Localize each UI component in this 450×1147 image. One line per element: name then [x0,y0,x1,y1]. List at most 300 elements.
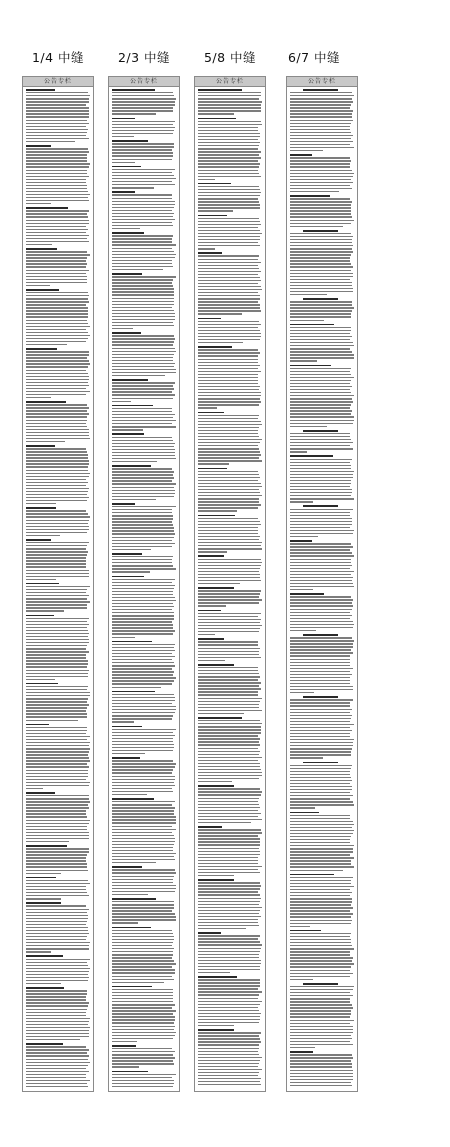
text-line [26,592,86,593]
text-line [26,257,87,258]
text-line [198,951,260,952]
text-line [112,204,175,205]
text-line [198,104,261,105]
text-line [198,631,259,632]
text-line [112,533,175,534]
text-line [198,486,262,487]
text-line [198,218,259,219]
text-line [290,668,353,669]
text-line [198,1063,259,1064]
text-line [198,798,259,799]
text-line [290,973,353,974]
text-line [290,751,351,752]
text-line [290,474,353,475]
text-line [198,195,260,196]
text-line [26,1071,89,1072]
text-line [198,383,258,384]
text-line [198,835,258,836]
text-line [198,392,261,393]
text-line [112,579,175,580]
text-line [290,236,353,237]
text-line [112,1071,148,1073]
text-line [290,1066,352,1067]
text-line [290,442,353,443]
text-line [26,407,89,408]
text-line [290,692,314,693]
text-line [198,483,261,484]
text-line [112,606,174,607]
text-line [112,847,173,848]
text-line [26,736,90,737]
text-line [290,521,352,522]
text-line [26,148,88,149]
text-line [290,395,354,396]
text-line [26,695,90,696]
text-line [290,848,353,849]
text-line [198,259,258,260]
text-line [112,452,175,453]
text-line [290,509,353,510]
text-line [26,877,56,879]
text-line [198,439,262,440]
text-line [26,129,88,130]
text-line [290,866,354,867]
text-line [112,1038,173,1039]
text-line [26,507,56,509]
text-line [26,304,86,305]
text-line [26,194,90,195]
text-line [290,245,353,246]
text-line [112,680,174,681]
text-line [198,324,261,325]
text-line [198,495,262,496]
text-line [198,474,259,475]
text-line [26,479,86,480]
text-line [290,677,350,678]
text-line [290,845,354,846]
text-line [112,763,176,764]
text-line [198,748,258,749]
text-line [198,844,260,845]
text-line [112,1019,175,1020]
text-line [26,679,55,680]
text-line [290,686,353,687]
text-line [26,889,86,890]
text-line [198,957,259,958]
text-line [112,307,172,308]
text-line [198,891,258,892]
text-line [112,822,176,823]
text-line [112,1060,173,1061]
text-line [290,1032,353,1033]
text-line [290,1004,352,1005]
text-line [290,559,351,560]
text-line [290,135,353,136]
text-line [198,660,225,661]
text-line [198,339,260,340]
dense-text-block [26,89,90,1088]
text-line [112,468,172,469]
text-line [290,916,351,917]
text-line [112,235,173,236]
text-line [112,1048,172,1049]
text-line [198,625,262,626]
text-line [26,560,86,561]
text-line [26,329,86,330]
text-line [112,750,173,751]
text-line [290,533,353,534]
text-line [26,260,86,261]
text-line [198,654,259,655]
text-line [290,116,352,117]
text-line [290,223,351,224]
text-line [303,696,338,698]
text-line [198,785,234,787]
text-line [26,1062,90,1063]
text-line [290,715,352,716]
text-line [198,204,260,205]
text-line [198,151,261,152]
text-line [26,235,89,236]
text-line [198,346,232,348]
text-line [198,201,259,202]
text-line [198,763,260,764]
text-line [112,471,174,472]
text-line [112,273,142,275]
text-line [26,332,88,333]
text-line [112,458,176,459]
text-line [290,957,353,958]
text-line [112,509,172,510]
text-line [26,163,90,164]
text-line [112,585,175,586]
text-line [26,883,90,884]
text-line [26,573,89,574]
text-line [290,462,350,463]
text-line [198,1057,262,1058]
text-line [112,904,174,905]
text-line [112,969,175,970]
text-line [198,518,258,519]
text-line [112,136,134,137]
text-line [26,113,89,114]
text-line [198,694,258,695]
text-line [290,945,352,946]
text-line [290,98,352,99]
text-line [198,819,262,820]
text-line [198,283,258,284]
text-line [112,107,173,108]
text-line [26,216,88,217]
text-line [290,926,310,927]
text-line [26,807,89,808]
text-line [290,589,313,590]
text-line [26,924,86,925]
text-line [290,185,350,186]
text-line [290,979,313,980]
text-line [112,1063,174,1064]
text-line [303,983,338,985]
text-line [198,807,260,808]
text-line [198,427,259,428]
text-line [26,813,86,814]
text-line [112,850,173,851]
text-line [26,763,87,764]
text-line [198,628,260,629]
text-line [26,648,86,649]
text-line [112,744,174,745]
text-line [290,543,351,544]
text-line [26,823,89,824]
text-line [26,654,86,655]
text-line [290,213,351,214]
text-line [26,604,87,605]
text-line [198,530,258,531]
text-line [198,1054,259,1055]
text-line [26,751,89,752]
text-line [290,471,354,472]
text-line [290,815,350,816]
text-line [290,282,352,283]
text-line [290,1085,352,1086]
text-line [112,338,175,339]
text-line [112,588,174,589]
text-line [290,930,321,932]
text-line [198,1051,258,1052]
text-line [26,792,55,794]
text-line [26,660,88,661]
text-line [112,916,176,917]
text-line [198,577,260,578]
text-line [198,869,258,870]
text-line [290,536,318,537]
text-line [290,874,334,876]
text-line [26,915,88,916]
text-line [290,176,353,177]
text-line [198,848,259,849]
text-line [290,863,351,864]
text-line [198,239,260,240]
text-line [26,410,87,411]
text-line [198,124,262,125]
text-line [112,1007,172,1008]
text-line [290,101,353,102]
text-line [26,263,87,264]
text-line [290,173,354,174]
text-line [26,1059,88,1060]
text-line [112,369,176,370]
text-line [112,907,174,908]
text-line [198,979,260,980]
text-line [290,976,350,977]
text-line [112,807,175,808]
text-line [290,468,351,469]
text-line [198,262,261,263]
text-line [112,437,172,438]
text-line [198,215,227,217]
text-line [26,912,87,913]
text-line [198,1066,258,1067]
text-line [198,707,259,708]
text-line [112,841,175,842]
text-line [26,851,89,852]
text-line [290,1038,352,1039]
text-line [290,320,324,321]
text-line [26,1049,89,1050]
text-line [26,289,59,291]
text-line [26,945,89,946]
text-line [26,463,89,464]
text-line [26,145,51,147]
text-line [112,446,174,447]
text-line [198,882,260,883]
text-line [198,349,258,350]
text-line [198,130,258,131]
text-line [112,257,175,258]
text-line [26,971,89,972]
text-line [290,345,354,346]
text-line [290,276,353,277]
text-line [290,998,350,999]
text-line [112,225,173,226]
text-line [198,89,242,91]
text-line [290,1070,353,1071]
text-line [198,292,258,293]
text-line [26,720,78,721]
text-line [290,1063,352,1064]
text-line [112,1045,136,1047]
text-line [112,621,172,622]
text-line [112,641,152,643]
text-line [26,1043,63,1045]
text-line [112,986,152,988]
text-line [112,769,173,770]
text-line [290,662,350,663]
text-line [26,213,87,214]
text-line [290,404,351,405]
text-line [112,630,175,631]
text-line [112,503,135,505]
text-line [290,904,351,905]
text-line [26,107,89,108]
text-line [112,363,175,364]
text-line [112,838,175,839]
text-line [198,1069,262,1070]
text-line [112,417,173,418]
text-line [26,292,88,293]
text-line [112,537,174,538]
text-line [198,98,259,99]
text-line [198,605,226,606]
text-line [112,700,175,701]
text-line [290,774,350,775]
dense-text-block [290,89,354,1088]
text-line [198,854,260,855]
text-line [290,892,352,893]
text-line [290,459,352,460]
text-line [112,244,176,245]
text-line [290,1082,351,1083]
text-line [290,818,350,819]
text-line [198,365,260,366]
text-line [290,780,352,781]
text-line [112,496,174,497]
text-line [26,860,86,861]
text-line [198,685,259,686]
text-line [290,333,350,334]
text-line [290,182,353,183]
text-line [26,987,64,989]
text-line [112,121,175,122]
text-line [198,919,258,920]
text-line [290,285,352,286]
text-line [198,110,261,111]
text-line [112,401,131,402]
text-line [26,441,65,442]
text-line [26,776,88,777]
text-line [112,266,173,267]
text-line [26,583,59,585]
text-line [198,717,242,719]
text-line [198,142,260,143]
text-line [198,157,261,158]
text-line [112,294,174,295]
text-line [112,779,175,780]
text-line [290,436,350,437]
text-line [112,600,176,601]
text-line [290,836,351,837]
text-line [290,260,350,261]
text-line [26,497,89,498]
text-line [198,638,224,640]
text-line [290,1029,353,1030]
text-line [290,270,351,271]
text-line [112,420,176,421]
text-line [26,1068,86,1069]
text-line [198,565,261,566]
text-line [290,316,351,317]
text-line [112,706,176,707]
text-line [290,951,350,952]
text-line [112,772,172,773]
text-line [290,552,352,553]
text-line [290,593,324,595]
text-line [112,543,175,544]
text-line [112,668,172,669]
text-line [290,555,354,556]
text-line [198,913,259,914]
text-line [26,848,89,849]
text-line [198,127,258,128]
text-line [112,615,174,616]
text-line [290,410,352,411]
text-line [26,863,87,864]
text-line [198,832,262,833]
text-line [198,501,259,502]
text-line [290,649,351,650]
text-line [26,316,88,317]
text-line [26,724,49,726]
text-line [26,141,75,142]
text-line [198,932,221,934]
text-line [290,954,350,955]
text-line [112,1083,174,1084]
text-line [112,998,173,999]
text-line [290,254,351,255]
text-line [198,826,222,828]
text-line [198,757,262,758]
text-line [112,474,173,475]
